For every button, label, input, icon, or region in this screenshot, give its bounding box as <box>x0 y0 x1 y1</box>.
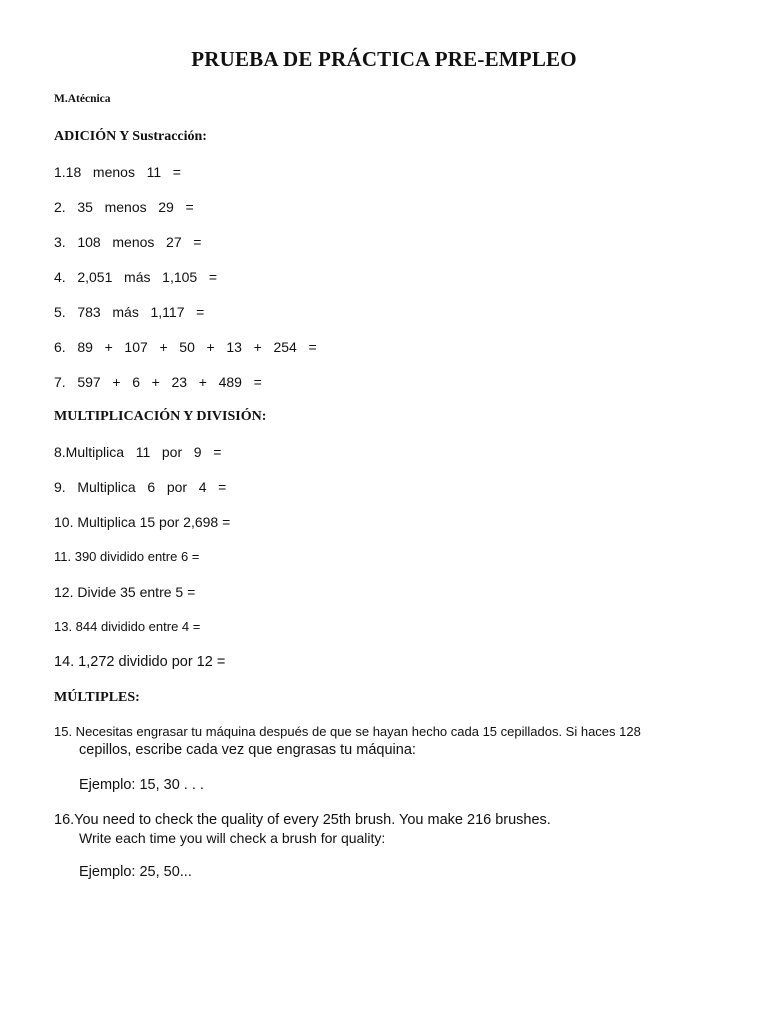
section-heading-multiples: MÚLTIPLES: <box>54 690 140 705</box>
problem-11: 11. 390 dividido entre 6 = <box>54 549 200 564</box>
problem-16-line-2: Write each time you will check a brush for quality: <box>79 830 386 846</box>
problem-7: 7. 597 + 6 + 23 + 489 = <box>54 374 262 390</box>
problem-14: 14. 1,272 dividido por 12 = <box>54 654 226 670</box>
problem-4: 4. 2,051 más 1,105 = <box>54 269 218 285</box>
section-heading-multiplication: MULTIPLICACIÓN Y DIVISIÓN: <box>54 409 267 424</box>
problem-15-example: Ejemplo: 15, 30 . . . <box>79 777 204 793</box>
problem-15-line-2: cepillos, escribe cada vez que engrasas tu máquina: <box>79 742 416 758</box>
problem-15-line-1: 15. Necesitas engrasar tu máquina después de que se hayan hecho cada 15 cepillados. Si haces 128 <box>54 724 641 739</box>
problem-6: 6. 89 + 107 + 50 + 13 + 254 = <box>54 339 317 355</box>
subject-label: M.Atécnica <box>54 93 111 105</box>
problem-12: 12. Divide 35 entre 5 = <box>54 584 196 600</box>
problem-5: 5. 783 más 1,117 = <box>54 304 205 320</box>
problem-9: 9. Multiplica 6 por 4 = <box>54 479 227 495</box>
section-heading-addition: ADICIÓN Y Sustracción: <box>54 129 207 144</box>
problem-16-example: Ejemplo: 25, 50... <box>79 864 192 880</box>
problem-3: 3. 108 menos 27 = <box>54 234 202 250</box>
problem-13: 13. 844 dividido entre 4 = <box>54 619 201 634</box>
problem-1: 1.18 menos 11 = <box>54 164 181 180</box>
document-title: PRUEBA DE PRÁCTICA PRE-EMPLEO <box>191 47 577 71</box>
problem-8: 8.Multiplica 11 por 9 = <box>54 444 222 460</box>
problem-2: 2. 35 menos 29 = <box>54 199 194 215</box>
problem-16-line-1: 16.You need to check the quality of every 25th brush. You make 216 brushes. <box>54 812 551 828</box>
problem-10: 10. Multiplica 15 por 2,698 = <box>54 514 231 530</box>
